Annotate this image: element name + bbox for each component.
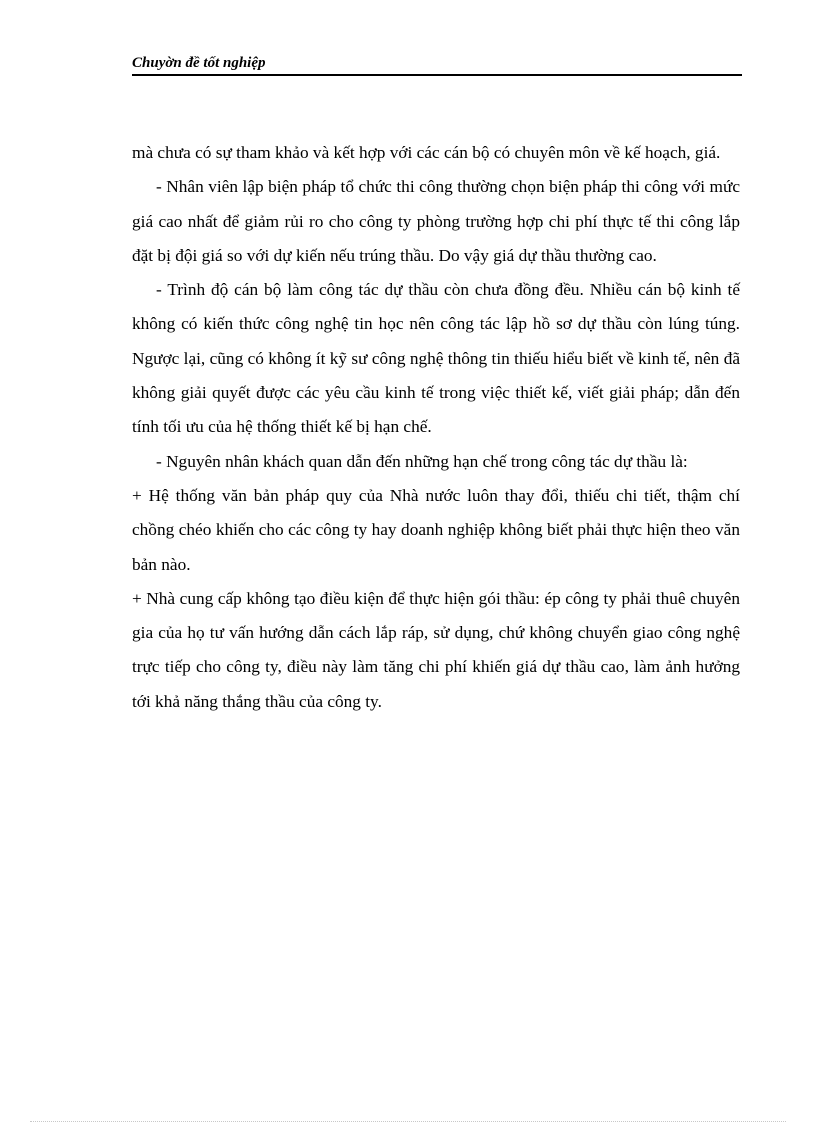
paragraph-continued: mà chưa có sự tham khảo và kết hợp với các cán bộ có chuyên môn về kế hoạch, giá. — [132, 143, 721, 162]
page-bottom-divider — [30, 1121, 786, 1122]
paragraph-construction-method: - Nhân viên lập biện pháp tổ chức thi công thường chọn biện pháp thi công với mức giá cao nhất để giảm rủi ro cho công ty phòng trường hợp chi phí thực tế thi công lắp đặt bị đội giá so với dự kiến nếu trúng thầu. Do vậy giá dự thầu thường cao. — [132, 177, 740, 265]
page-header — [132, 50, 742, 76]
document-body — [132, 136, 740, 719]
header-title: Chuyờn đề tốt nghiệp — [132, 55, 266, 71]
paragraph-legal-documents: + Hệ thống văn bản pháp quy của Nhà nước luôn thay đổi, thiếu chi tiết, thậm chí chồng chéo khiến cho các công ty hay doanh nghiệp không biết phải thực hiện theo văn bản nào. — [132, 485, 740, 574]
paragraph-supplier-conditions: + Nhà cung cấp không tạo điều kiện để thực hiện gói thầu: ép công ty phải thuê chuyên gia của họ tư vấn hướng dẫn cách lắp ráp, sử dụng, chứ không chuyển giao công nghệ trực tiếp cho công ty, điều này làm tăng chi phí khiến giá dự thầu cao, làm ảnh hưởng tới khả năng thắng thầu của công ty. — [132, 588, 740, 711]
paragraph-staff-qualification: - Trình độ cán bộ làm công tác dự thầu còn chưa đồng đều. Nhiều cán bộ kinh tế không có kiến thức công nghệ tin học nên công tác lập hồ sơ dự thầu còn lúng túng. Ngược lại, cũng có không ít kỹ sư công nghệ thông tin thiếu hiểu biết về kinh tế, nên đã không giải quyết được các yêu cầu kinh tế trong việc thiết kế, viết giải pháp; dẫn đến tính tối ưu của hệ thống thiết kế bị hạn chế. — [132, 280, 740, 437]
paragraph-objective-causes: - Nguyên nhân khách quan dẫn đến những hạn chế trong công tác dự thầu là: — [156, 451, 688, 471]
